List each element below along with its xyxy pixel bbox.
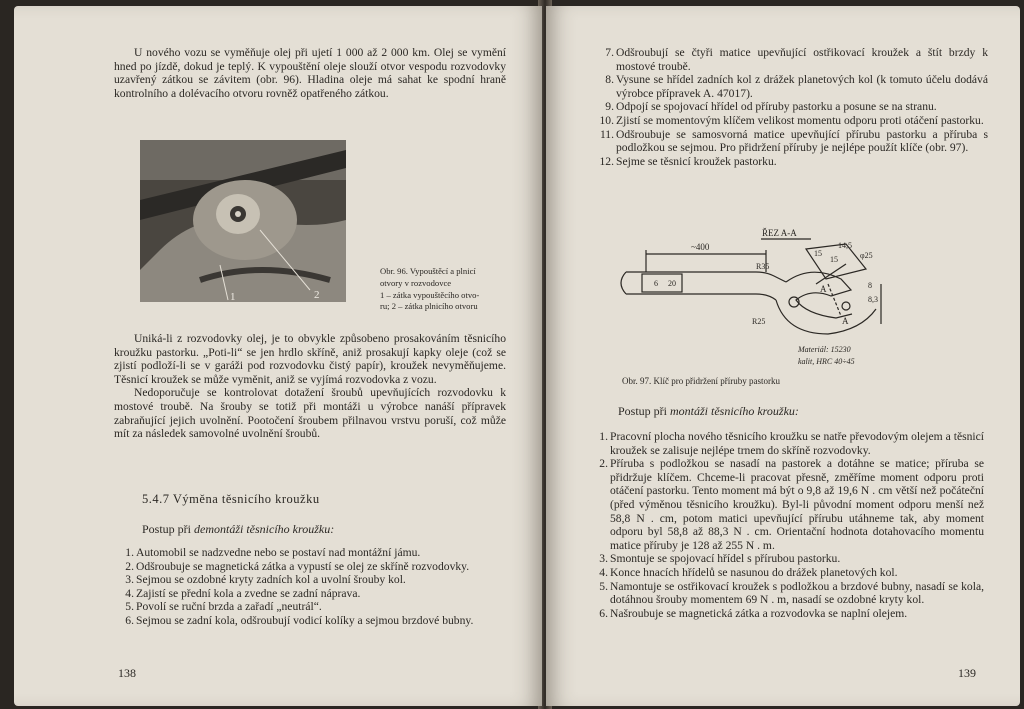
step-item <box>122 614 508 628</box>
drawing-dim-20: 20 <box>668 279 676 288</box>
step-text: Zjistí se momentovým klíčem velikost momentu odporu proti otáčení pastorku. <box>616 113 984 127</box>
drawing-r25: R25 <box>752 317 766 326</box>
step-item <box>596 580 984 607</box>
photo-label-2: 2 <box>314 289 320 301</box>
step-number: 2. <box>599 457 608 471</box>
right-page <box>546 6 1020 706</box>
step-item <box>596 607 984 621</box>
drawing-a-label-2: A <box>842 316 849 326</box>
step-text: Sejmou se zadní kola, odšroubují vodicí kolíky a sejmou brzdové bubny. <box>136 613 474 627</box>
step-text: Odšroubuje se samosvorná matice upevňující přírubu pastorku a příruba s podložkou se sejmou. Pro přidržení příruby je nejlépe použít klíče (obr. 97). <box>616 127 988 155</box>
step-text: Odšroubují se čtyři matice upevňující ostřikovací kroužek a štít brzdy k mostové troubě. <box>616 46 988 73</box>
step-number: 4. <box>125 586 134 600</box>
drawing-dim-8-3: 8,3 <box>868 295 878 304</box>
step-number: 3. <box>125 573 134 587</box>
page-number-left: 138 <box>118 666 136 680</box>
step-item <box>122 546 508 560</box>
paragraph-bolts: Nedoporučuje se kontrolovat dotažení šroubů upevňujících rozvodovku k mostové troubě. Na šrouby se totiž při montáži u výrobce nanáší přípravek zabraňující jejich uvolnění. Pootočení šroubem přilnavou vrstvu poruší, což může mít za následek samovolné uvolnění šroubů. <box>114 386 506 441</box>
mount-steps <box>596 430 984 620</box>
left-page <box>14 6 542 706</box>
drawing-dim-8: 8 <box>868 281 872 290</box>
step-item <box>122 600 508 614</box>
step-item <box>599 127 988 155</box>
step-number: 12. <box>599 154 614 168</box>
drawing-section-label: ŘEZ A-A <box>762 228 797 238</box>
step-text: Automobil se nadzvedne nebo se postaví nad montážní jámu. <box>136 546 421 559</box>
step-number: 5. <box>599 579 608 593</box>
step-item <box>122 573 508 587</box>
page-number-right: 139 <box>958 666 976 680</box>
step-text: Konce hnacích hřídelů se nasunou do drážek planetových kol. <box>610 565 898 579</box>
section-heading: 5.4.7 Výměna těsnicího kroužku <box>142 492 320 506</box>
drawing-dim-14-5: 14,5 <box>838 241 852 250</box>
step-number: 1. <box>125 546 134 559</box>
step-item <box>122 587 508 601</box>
step-number: 1. <box>599 430 608 443</box>
step-number: 7. <box>605 46 614 59</box>
step-text: Odšroubuje se magnetická zátka a vypustí se olej ze skříně rozvodovky. <box>136 559 470 573</box>
step-number: 9. <box>605 100 614 114</box>
continued-steps <box>599 46 988 168</box>
step-text: Povolí se ruční brzda a zařadí „neutrál“. <box>136 600 322 614</box>
step-item <box>596 566 984 580</box>
step-number: 6. <box>599 606 608 620</box>
step-number: 8. <box>605 73 614 87</box>
paragraph-leak: Uniká-li z rozvodovky olej, je to obvykle způsobeno prosakováním těsnicího kroužku pastorku. „Poti-li“ se jen hrdlo skříně, aniž prosakují kapky oleje (což se zjistí podloží-li se v garáži pod rozvodovku čistý papír), kroužek nevyměňujeme. Těsnicí kroužek se může vyměnit, aniž se vyjímá rozvodovka z vozu. <box>114 332 506 386</box>
step-text: Smontuje se spojovací hřídel s přírubou pastorku. <box>610 552 841 566</box>
photo-label-1: 1 <box>230 291 236 302</box>
step-number: 10. <box>599 113 614 127</box>
drawing-hardness: kalit, HRC 40÷45 <box>798 357 855 366</box>
figure-97-drawing <box>606 224 926 374</box>
procedure-title-mount: Postup při montáži těsnicího kroužku: <box>618 404 799 418</box>
step-text: Pracovní plocha nového těsnicího kroužku se natře převodovým olejem a těsnicí kroužek se zalisuje nejlépe trnem do skříně rozvodovky. <box>610 430 984 457</box>
drawing-material: Materiál: 15230 <box>798 345 851 354</box>
step-text: Namontuje se ostřikovací kroužek s podložkou a brzdové bubny, nasadí se kola, dotáhnou šrouby momentem 69 N . m, nasadí se ozdobné kryty kol. <box>610 579 984 607</box>
step-text: Odpojí se spojovací hřídel od příruby pastorku a posune se na stranu. <box>616 100 937 114</box>
step-item <box>596 457 984 552</box>
figure-97-caption: Obr. 97. Klíč pro přidržení příruby pastorku <box>622 376 780 386</box>
step-number: 5. <box>125 600 134 614</box>
step-number: 4. <box>599 565 608 579</box>
figure-96-photo <box>140 140 346 302</box>
step-number: 6. <box>125 613 134 627</box>
step-text: Sejmou se ozdobné kryty zadních kol a uvolní šrouby kol. <box>136 573 406 587</box>
step-item <box>599 154 988 169</box>
step-item <box>596 430 984 457</box>
intro-paragraph: U nového vozu se vyměňuje olej při ujetí 1 000 až 2 000 km. Olej se vymění hned po jízdě, dokud je teplý. K vypouštění oleje slouží otvor vespodu rozvodovky uzavřený zátkou se závitem (obr. 96). Hladina oleje má sahat ke spodní hraně kontrolního a dolévacího otvoru rovněž opatřeného zátkou. <box>114 46 506 100</box>
drawing-length: ~400 <box>691 242 710 252</box>
drawing-dim-25: φ25 <box>860 251 873 260</box>
step-number: 11. <box>599 127 614 141</box>
step-text: Vysune se hřídel zadních kol z drážek planetových kol (k tomuto účelu dodává výrobce přípravek A. 47017). <box>616 73 988 100</box>
step-text: Našroubuje se magnetická zátka a rozvodovka se naplní olejem. <box>610 606 908 620</box>
drawing-dim-15b: 15 <box>830 255 838 264</box>
step-text: Zajistí se přední kola a zvedne se zadní náprava. <box>136 586 361 600</box>
step-item <box>599 113 988 128</box>
step-item <box>602 100 988 114</box>
step-number: 3. <box>599 552 608 566</box>
step-text: Sejme se těsnicí kroužek pastorku. <box>616 154 777 168</box>
step-text: Příruba s podložkou se nasadí na pastorek a dotáhne se matice; příruba se přidržuje klíčem. Chceme-li pracovat přesně, změříme moment odporu proti otáčení pastorku. Tento moment má být o 9,8 až 19,6 N . cm větší než počáteční (před výměnou těsnicího kroužku). Byl-li původní moment odporu menší než 58,8 N . cm, potom matici upevňující přírubu utáhneme tak, aby moment odporu byl 58,8 až 88,3 N . cm. Orientační hodnota dotahovacího momentu matice příruby je 128 až 255 N . m. <box>610 457 984 552</box>
drawing-r35: R35 <box>756 262 770 271</box>
drawing-a-label-1: A <box>820 284 827 294</box>
procedure-title-dismount: Postup při demontáži těsnicího kroužku: <box>142 522 335 536</box>
step-item <box>122 560 508 574</box>
step-number: 2. <box>125 559 134 573</box>
drawing-dim-6: 6 <box>654 279 658 288</box>
step-item <box>596 552 984 566</box>
figure-96-caption: Obr. 96. Vypouštěcí a plnicí otvory v rozvodovce 1 – zátka vypouštěcího otvo- ru; 2 – zátka plnicího otvoru <box>380 266 480 312</box>
step-item <box>602 46 988 73</box>
step-item <box>602 73 988 100</box>
body-text <box>114 332 506 441</box>
drawing-dim-15a: 15 <box>814 249 822 258</box>
dismount-steps <box>122 546 508 628</box>
